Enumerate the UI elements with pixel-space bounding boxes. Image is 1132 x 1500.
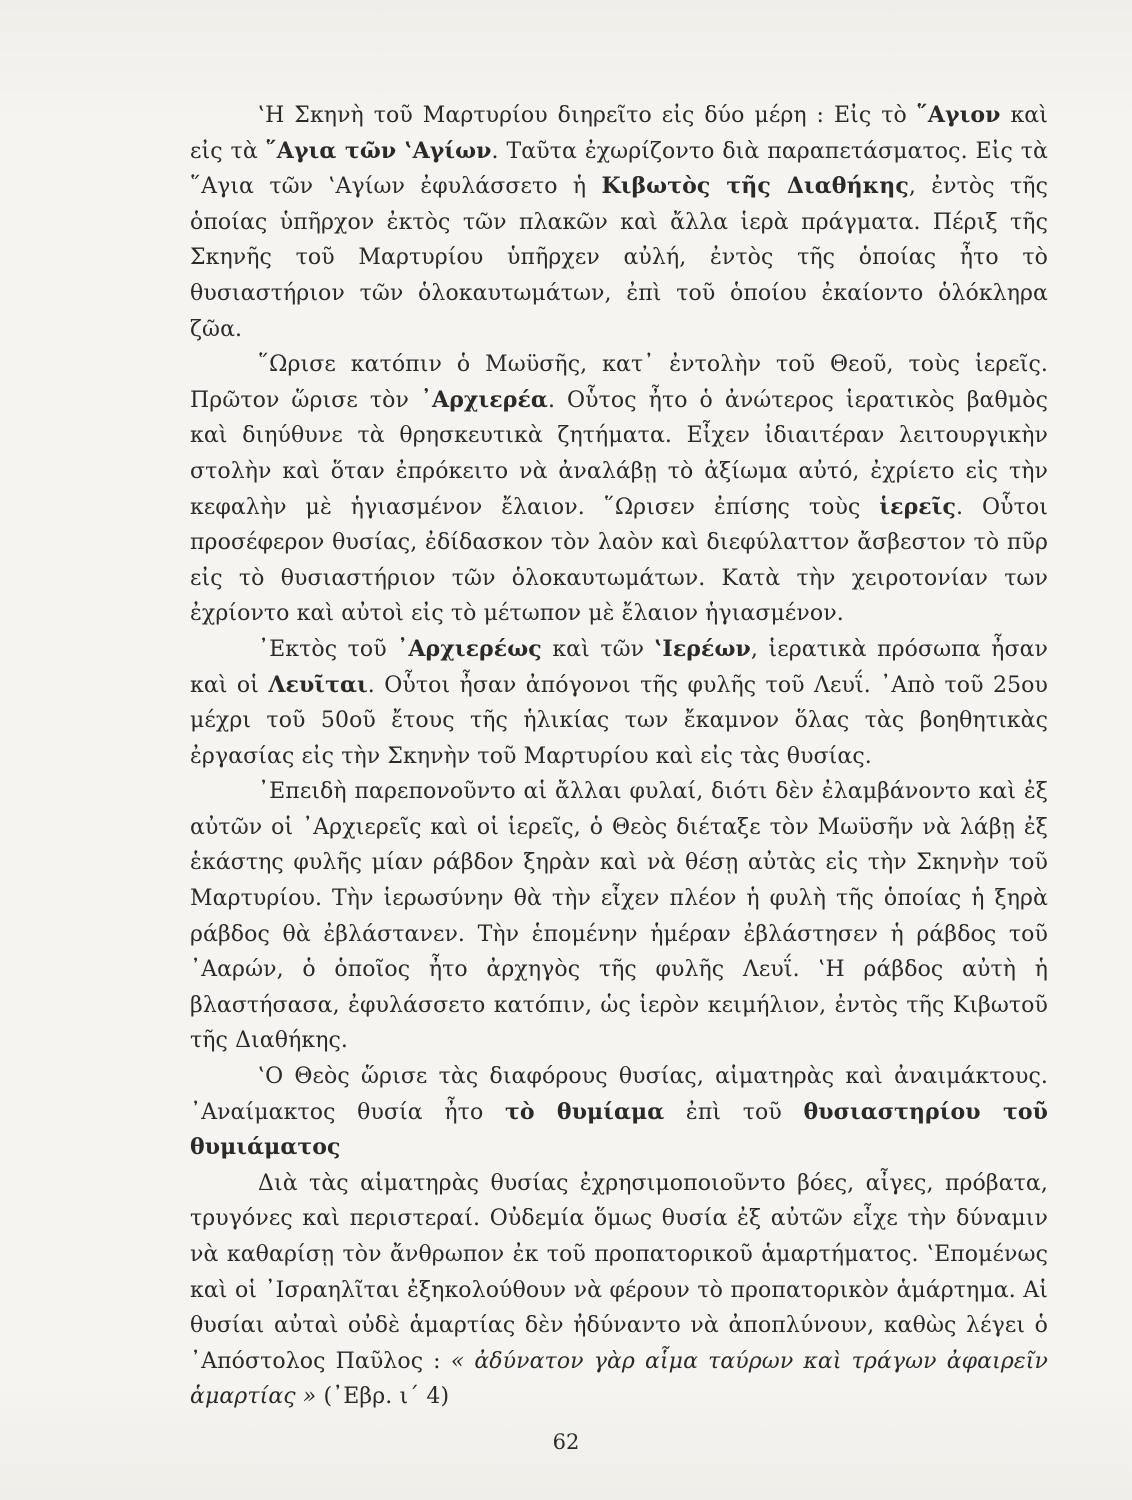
text-run: . Οὗτοι προσέφερον θυσίας, ἐδίδασκον τὸν λαὸν καὶ διεφύλαττον ἄσβεστον τὸ πῦρ εἰς τὸ θυσιαστήριον τῶν ὁλοκαυτωμάτων. Κατὰ τὴν χειροτονίαν των ἐχρίοντο καὶ αὐτοὶ εἰς τὸ μέτωπον μὲ ἔλαιον ἡγιασμένον. bbox=[190, 494, 1048, 627]
text-run: Διὰ τὰς αἱματηρὰς θυσίας ἐχρησιμοποιοῦντο βόες, αἶγες, πρόβατα, τρυγόνες καὶ περιστεραί. Οὐδεμία ὅμως θυσία ἐξ αὐτῶν εἶχε τὴν δύναμιν νὰ καθαρίσῃ τὸν ἄνθρωπον ἐκ τοῦ προπατορικοῦ ἁμαρτήματος. ‛Επομένως καὶ οἱ ᾽Ισραηλῖται ἐξηκολούθουν νὰ φέρουν τὸ προπατορικὸν ἁμάρτημα. Αἱ θυσίαι αὐταὶ οὐδὲ ἁμαρτίας δὲν ἠδύναντο νὰ ἀποπλύνουν, καθὼς λέγει ὁ ᾽Απόστολος Παῦλος : bbox=[190, 1170, 1048, 1374]
text-run: ᾽Εκτὸς τοῦ bbox=[258, 636, 398, 662]
text-run: , ἐντὸς τῆς ὁποίας ὑπῆρχον ἐκτὸς τῶν πλακῶν καὶ ἄλλα ἱερὰ πράγματα. Πέριξ τῆς Σκηνῆς τοῦ Μαρτυρίου ὑπῆρχεν αὐλή, ἐντὸς τῆς ὁποίας ἦτο τὸ θυσιαστήριον τῶν ὁλοκαυτωμάτων, ἐπὶ τοῦ ὁποίου ἐκαίοντο ὁλόκληρα ζῶα. bbox=[190, 174, 1048, 342]
text-run: , ἱερατικὰ πρόσωπα ἦσαν καὶ οἱ bbox=[190, 636, 1048, 698]
bold-term: τὸ θυμίαμα bbox=[504, 1098, 665, 1125]
paragraph-1 bbox=[190, 98, 1048, 347]
bold-term: ‛Ιερέων bbox=[654, 635, 751, 662]
bold-term: ῞Αγιον bbox=[916, 102, 1001, 128]
text-run: . Οὗτος ἦτο ὁ ἀνώτερος ἱερατικὸς βαθμὸς καὶ διηύθυνε τὰ θρησκευτικὰ ζητήματα. Εἶχεν ἰδιαιτέραν λειτουργικὴν στολὴν καὶ ὅταν ἐπρόκειτο νὰ ἀναλάβῃ τὸ ἀξίωμα αὐτό, ἐχρίετο εἰς τὴν κεφαλὴν μὲ ἡγιασμένον ἔλαιον. ῞Ωρισεν ἐπίσης τοὺς bbox=[190, 387, 1048, 520]
citation: (᾽Εβρ. ι´ 4) bbox=[316, 1384, 450, 1410]
text-run: καὶ εἰς τὰ bbox=[190, 103, 1048, 164]
text-run: ῞Ωρισε κατόπιν ὁ Μωϋσῆς, κατ᾽ ἐντολὴν τοῦ Θεοῦ, τοὺς ἱερεῖς. Πρῶτον ὥρισε τὸν bbox=[190, 352, 1048, 413]
bold-term: ᾽Αρχιερέα bbox=[420, 386, 548, 413]
paragraph-3 bbox=[190, 632, 1048, 774]
bold-term: Κιβωτὸς τῆς Διαθήκης bbox=[601, 173, 909, 200]
text-run: ᾽Επειδὴ παρεπονοῦντο αἱ ἄλλαι φυλαί, διότι δὲν ἐλαμβάνοντο καὶ ἐξ αὐτῶν οἱ ᾽Αρχιερεῖς καὶ οἱ ἱερεῖς, ὁ Θεὸς διέταξε τὸν Μωϋσῆν νὰ λάβῃ ἐξ ἑκάστης φυλῆς μίαν ράβδον ξηρὰν καὶ νὰ θέσῃ αὐτὰς εἰς τὴν Σκηνὴν τοῦ Μαρτυρίου. Τὴν ἱερωσύνην θὰ τὴν εἶχεν πλέον ἡ φυλὴ τῆς ὁποίας ἡ ξηρὰ ράβδος θὰ ἐβλάστανεν. Τὴν ἑπομένην ἡμέραν ἐβλάστησεν ἡ ράβδος τοῦ ᾽Ααρών, ὁ ὁποῖος ἦτο ἀρχηγὸς τῆς φυλῆς Λευΐ. ‛Η ράβδος αὐτὴ ἡ βλαστήσασα, ἐφυλάσσετο κατόπιν, ὡς ἱερὸν κειμήλιον, ἐντὸς τῆς Κιβωτοῦ τῆς Διαθήκης. bbox=[190, 779, 1048, 1054]
text-run: ‛Η Σκηνὴ τοῦ Μαρτυρίου διηρεῖτο εἰς δύο μέρη : Εἰς τὸ bbox=[258, 103, 917, 128]
paragraph-2 bbox=[190, 347, 1048, 632]
bold-term: θυσιαστηρίου τοῦ θυμιάματος bbox=[190, 1098, 1049, 1161]
text-run: ‛Ο Θεὸς ὥρισε τὰς διαφόρους θυσίας, αἱματηρὰς καὶ ἀναιμάκτους. ᾽Αναίμακτος θυσία ἦτο bbox=[190, 1064, 1048, 1125]
bold-term: ᾽Αρχιερέως bbox=[397, 635, 542, 662]
text-run: . Οὗτοι ἦσαν ἀπόγονοι τῆς φυλῆς τοῦ Λευΐ. ᾽Απὸ τοῦ 25ου μέχρι τοῦ 50οῦ ἔτους τῆς ἡλικίας των ἔκαμνον ὅλας τὰς βοηθητικὰς ἐργασίας εἰς τὴν Σκηνὴν τοῦ Μαρτυρίου καὶ εἰς τὰς θυσίας. bbox=[190, 672, 1048, 769]
text-run: . Ταῦτα ἐχωρίζοντο διὰ παραπετάσματος. Εἰς τὰ ῞Αγια τῶν ‛Αγίων ἐφυλάσσετο ἡ bbox=[190, 138, 1048, 200]
body-text bbox=[190, 98, 1048, 1415]
text-run: ἐπὶ τοῦ bbox=[664, 1099, 804, 1125]
paragraph-4 bbox=[190, 774, 1048, 1059]
bold-term: ῞Αγια τῶν ‛Αγίων bbox=[265, 137, 492, 164]
paragraph-6 bbox=[190, 1166, 1048, 1415]
text-run: καὶ τῶν bbox=[541, 636, 655, 662]
paragraph-5 bbox=[190, 1059, 1048, 1166]
bold-term: ἱερεῖς bbox=[879, 493, 957, 520]
bold-term: Λευῖται bbox=[268, 671, 368, 698]
page-number: 62 bbox=[552, 1430, 580, 1454]
scripture-quote: « ἀδύνατον γὰρ αἷμα ταύρων καὶ τράγων ἀφαιρεῖν ἁμαρτίας » bbox=[190, 1348, 1048, 1410]
